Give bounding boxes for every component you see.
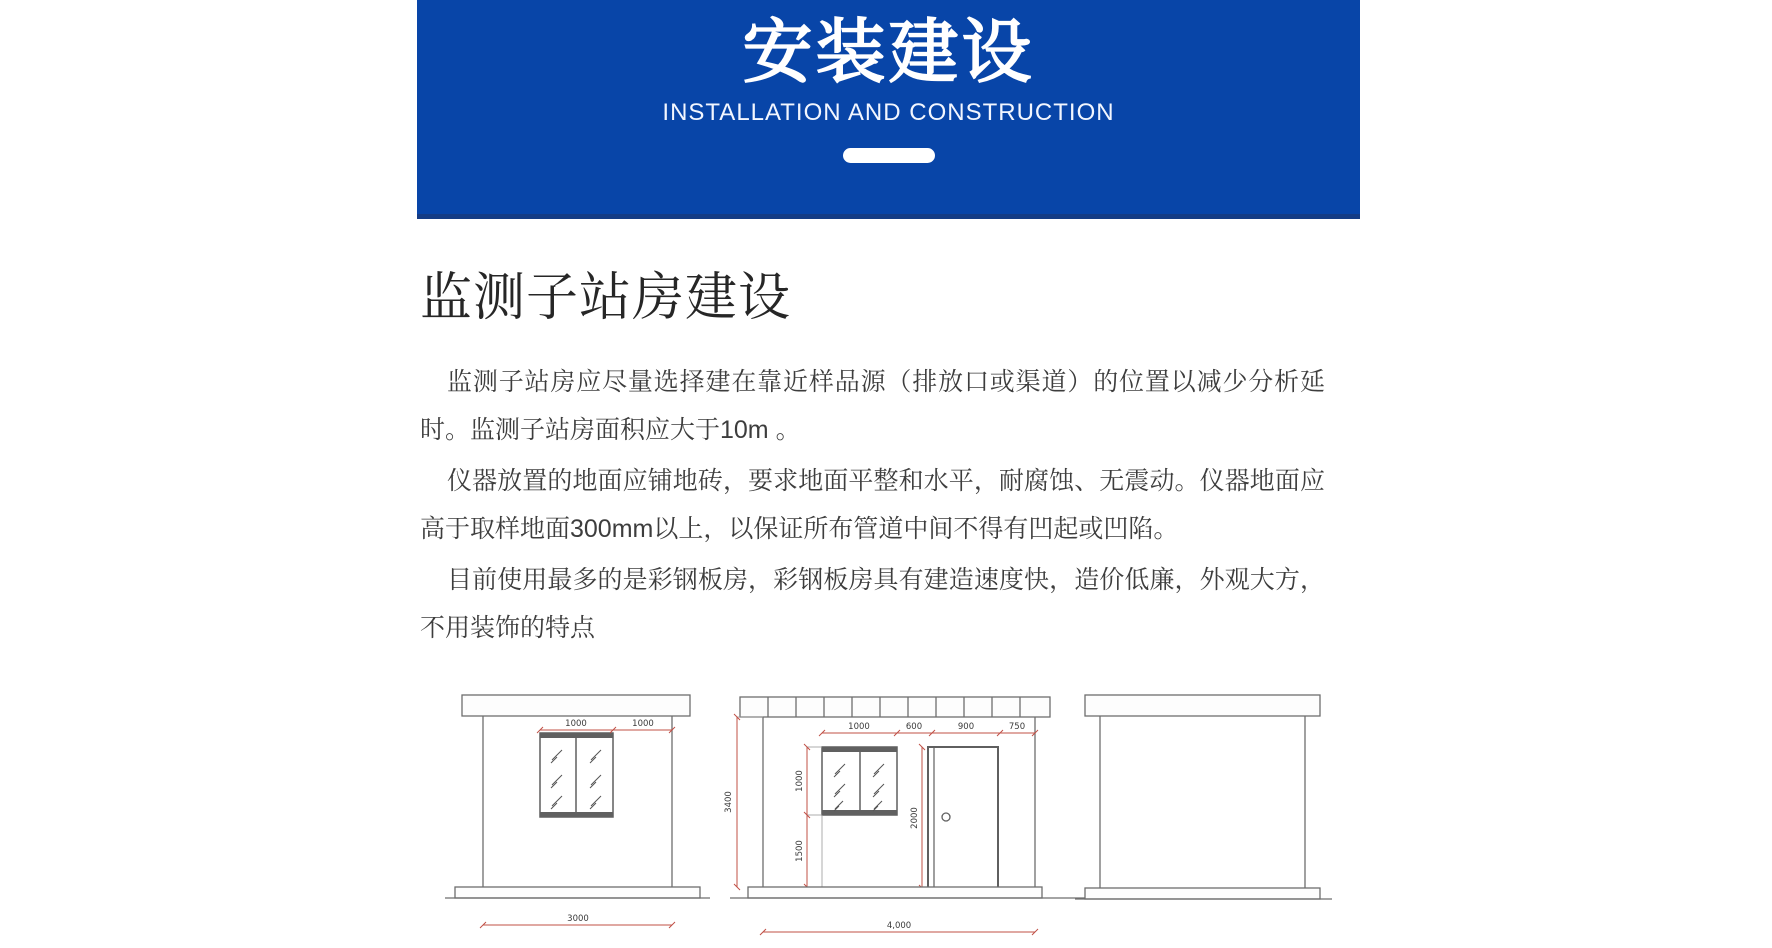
dim-label: 900: [957, 722, 975, 732]
dim-label: 1000: [565, 719, 587, 729]
dim-label: 3000: [567, 914, 589, 924]
body-text: [420, 358, 1325, 655]
dim-label: 3400: [724, 791, 734, 813]
banner-divider: [843, 148, 935, 163]
paragraph-site-location: 监测子站房应尽量选择建在靠近样品源（排放口或渠道）的位置以减少分析延时。监测子站房面积应大于10m 。: [420, 368, 1325, 444]
dim-label: 600: [905, 722, 923, 732]
dim-label: 4,000: [886, 921, 912, 931]
drawing-side-elevation: [1075, 695, 1332, 899]
dim-label: 1500: [795, 840, 805, 862]
header-banner: [417, 0, 1360, 219]
paragraph-floor-requirements: 仪器放置的地面应铺地砖，要求地面平整和水平，耐腐蚀、无震动。仪器地面应高于取样地面300mm以上，以保证所布管道中间不得有凹起或凹陷。: [420, 467, 1325, 543]
window: [822, 747, 897, 815]
base-slab: [455, 887, 700, 898]
base-slab: [1085, 888, 1320, 899]
base-slab: [748, 887, 1042, 898]
drawing-front-elevation: [445, 695, 710, 928]
roof-slab: [740, 697, 1050, 717]
roof-slab: [1085, 695, 1320, 716]
roof-slab: [462, 695, 690, 716]
banner-subtitle: INSTALLATION AND CONSTRUCTION: [662, 99, 1115, 126]
drawing-front-elevation-door: [724, 697, 1100, 935]
station-house-blueprint: [400, 670, 1380, 943]
technical-drawings: [400, 670, 1380, 943]
dim-label: 1000: [848, 722, 870, 732]
paragraph-panel-house: 目前使用最多的是彩钢板房，彩钢板房具有建造速度快，造价低廉，外观大方，不用装饰的特点: [420, 566, 1325, 642]
dim-label: 750: [1008, 722, 1026, 732]
window: [540, 733, 613, 817]
banner-title: 安装建设: [742, 13, 1035, 91]
section-title: 监测子站房建设: [420, 269, 792, 327]
door: [928, 747, 998, 888]
dim-label: 2000: [910, 807, 920, 829]
dim-label: 1000: [632, 719, 654, 729]
dim-label: 1000: [795, 770, 805, 792]
